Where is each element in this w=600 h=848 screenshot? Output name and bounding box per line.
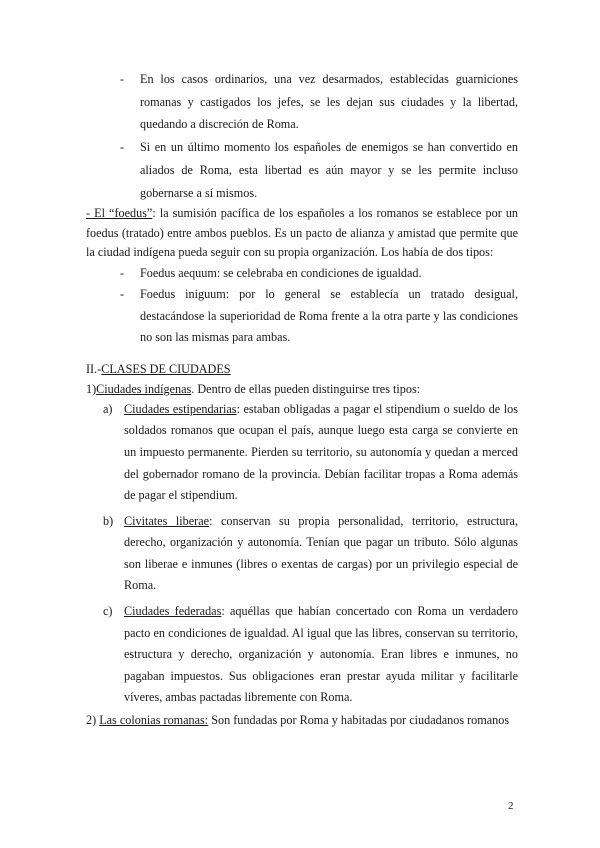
- city-type-text: : estaban obligadas a pagar el stipendium o sueldo de los soldados romanos que ocupan el país, aunque luego esta carga se convierte en un impuesto permanente. Pierden su territorio, su autonomía y quedan a merced del gobernador romano de la provincia. Debían facilitar tropas a Roma además de pagar el stipendium.: [124, 401, 519, 503]
- page-number: 2: [508, 800, 514, 812]
- foedus-type-item: [86, 284, 518, 349]
- bullet-dash: -: [120, 72, 125, 86]
- city-type-text: : aquéllas que habían concertado con Roma un verdadero pacto en condiciones de igualdad. Al igual que las libres, conservan su territorio, estructura y derecho, organización y autonomía. Eran libres e inmunes, no pagaban impuestos. Sus obligaciones eran prestar ayuda militar y facilitarle víveres, ambas pactadas libremente con Roma.: [124, 604, 518, 705]
- indigenas-title: Ciudades indígenas: [96, 381, 192, 396]
- page-content: [86, 68, 518, 728]
- indigenas-prefix: 1): [86, 381, 97, 396]
- colonias-paragraph: [86, 714, 518, 728]
- bullet-text: Si en un último momento los españoles de enemigos se han convertido en aliados de Roma, esta libertad es aún mayor y se les permite incluso gobernarse a sí mismos.: [140, 140, 518, 200]
- city-type-item: [86, 511, 518, 597]
- bullet-item: [86, 68, 518, 136]
- city-type-item: [86, 601, 518, 709]
- city-type-title: Civitates liberae: [124, 513, 210, 528]
- bullet-item: [86, 136, 518, 204]
- bullet-text: Foedus aequum: se celebraba en condiciones de igualdad.: [140, 265, 422, 280]
- section-heading: [86, 359, 518, 379]
- bullet-dash: -: [120, 140, 125, 155]
- indigenas-heading: [86, 379, 518, 399]
- bullet-dash: -: [120, 265, 125, 280]
- foedus-paragraph: [86, 204, 518, 263]
- foedus-label: - El “foedus”: [86, 206, 153, 221]
- bullet-text: En los casos ordinarios, una vez desarmados, establecidas guarniciones romanas y castigados los jefes, se les dejan sus ciudades y la libertad, quedando a discreción de Roma.: [140, 72, 518, 132]
- bullet-dash: -: [120, 287, 125, 302]
- list-marker: a): [103, 401, 113, 416]
- list-marker: c): [103, 604, 113, 619]
- foedus-type-item: [86, 263, 518, 285]
- city-type-item: [86, 399, 518, 507]
- colonias-title: Las colonias romanas:: [99, 713, 209, 728]
- bullet-text: Foedus iniguum: por lo general se establecía un tratado desigual, destacándose la superioridad de Roma frente a la otra parte y las condiciones no son las mismas para ambas.: [140, 287, 518, 345]
- city-type-title: Ciudades federadas: [124, 604, 222, 619]
- foedus-text: : la sumisión pacífica de los españoles a los romanos se establece por un foedus (tratado) entre ambos pueblos. Es un pacto de alianza y amistad que permite que la ciudad indígena pueda seguir con su propia organización. Los había de dos tipos:: [86, 206, 519, 260]
- section-title: CLASES DE CIUDADES: [101, 361, 231, 376]
- city-type-text: : conservan su propia personalidad, territorio, estructura, derecho, organización y autonomía. Tenían que pagar un tributo. Sólo algunas son liberae e inmunes (libres o exentas de cargas) por un privilegio especial de Roma.: [124, 513, 519, 593]
- list-marker: b): [103, 513, 114, 528]
- section-prefix: II.-: [86, 361, 102, 376]
- indigenas-text: . Dentro de ellas pueden distinguirse tres tipos:: [191, 381, 421, 396]
- colonias-text: Son fundadas por Roma y habitadas por ciudadanos romanos: [208, 713, 510, 728]
- colonias-prefix: 2): [86, 713, 97, 728]
- city-type-title: Ciudades estipendarias: [124, 401, 237, 416]
